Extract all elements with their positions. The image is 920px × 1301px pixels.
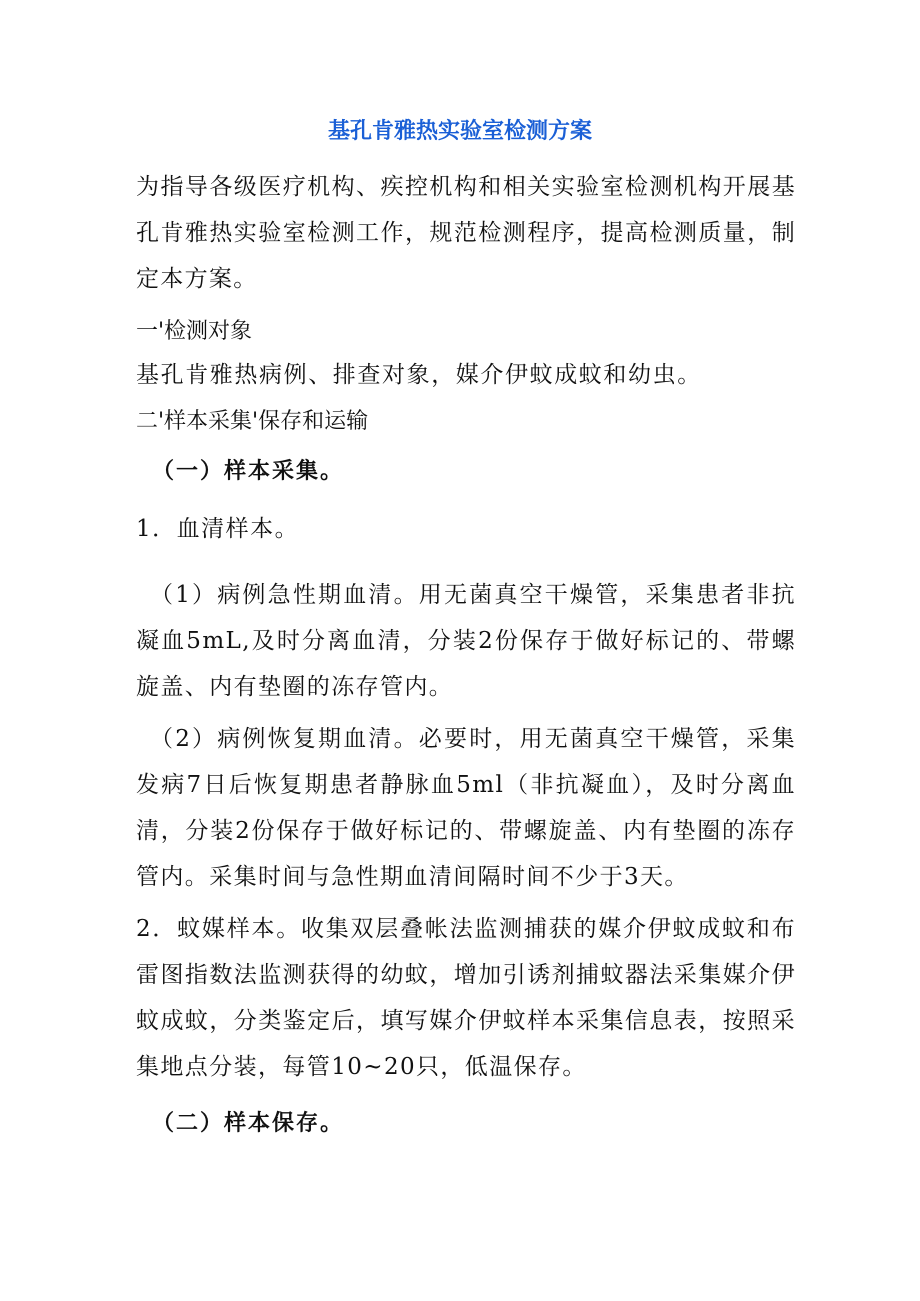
- item-1-2-paragraph: （2）病例恢复期血清。必要时，用无菌真空干燥管，采集发病7日后恢复期患者静脉血5ml（非抗凝血），及时分离血清，分装2份保存于做好标记的、带螺旋盖、内有垫圈的冻存管内。采集时间与急性期血清间隔时间不少于3天。: [136, 726, 796, 890]
- subsection-1-heading: （一）样本采集。: [152, 459, 345, 484]
- intro-paragraph: 为指导各级医疗机构、疾控机构和相关实验室检测机构开展基孔肯雅热实验室检测工作，规范检测程序，提高检测质量，制定本方案。: [136, 174, 796, 292]
- section-1-body: 基孔肯雅热病例、排查对象，媒介伊蚊成蚊和幼虫。: [136, 362, 702, 388]
- section-2-heading: 二'样本采集'保存和运输: [136, 409, 369, 434]
- item-1-1-paragraph: （1）病例急性期血清。用无菌真空干燥管，采集患者非抗凝血5mL,及时分离血清，分装2份保存于做好标记的、带螺旋盖、内有垫圈的冻存管内。: [136, 582, 796, 700]
- item-2-paragraph: 2．蚊媒样本。收集双层叠帐法监测捕获的媒介伊蚊成蚊和布雷图指数法监测获得的幼蚊，增加引诱剂捕蚊器法采集媒介伊蚊成蚊，分类鉴定后，填写媒介伊蚊样本采集信息表，按照采集地点分装，每管10~20只，低温保存。: [136, 916, 796, 1080]
- subsection-2-heading: （二）样本保存。: [152, 1111, 345, 1136]
- item-1-heading: 1．血清样本。: [136, 516, 300, 542]
- section-1-heading: 一'检测对象: [136, 319, 253, 344]
- document-title: 基孔肯雅热实验室检测方案: [327, 119, 592, 144]
